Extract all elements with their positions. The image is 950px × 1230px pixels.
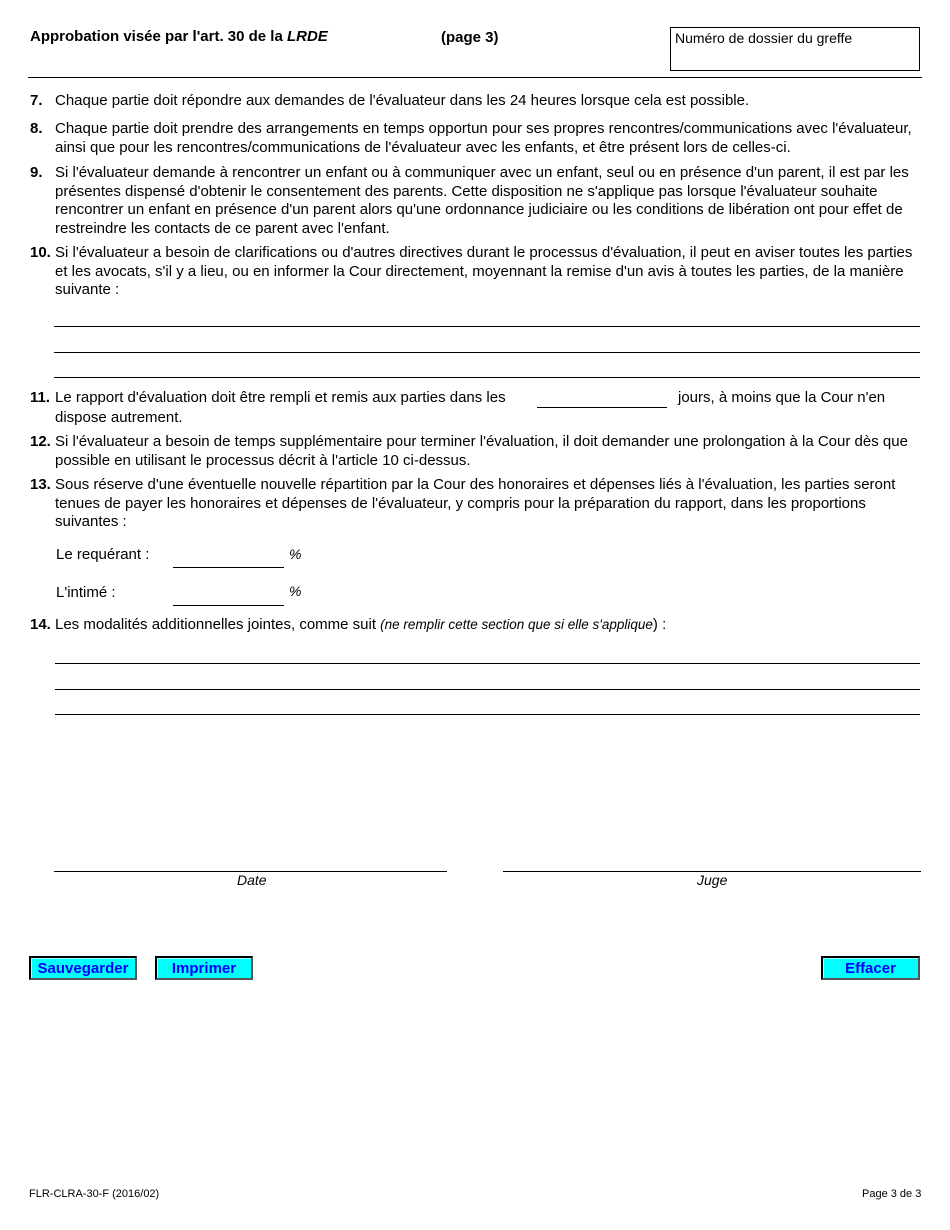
- respondent-percent-sign: %: [289, 583, 302, 599]
- clause-text: Si l'évaluateur demande à rencontrer un enfant ou à communiquer avec un enfant, seul ou en présence d'un parent, il est par les présentes dispensé d'obtenir le consentement des parents. Cette disposition ne s'applique pas lorsque l'évaluateur souhaite rencontrer un enfant en présence d'un parent alors qu'une ordonnance judiciaire ou les conditions de libération ont pour effet de restreindre les contacts de ce parent avec l'enfant.: [55, 164, 909, 237]
- clause-14: [30, 616, 915, 635]
- clause-13: [30, 476, 915, 532]
- clause-14-text-end: ) :: [652, 616, 667, 633]
- clause-number: 13.: [30, 476, 51, 493]
- page-counter: Page 3 de 3: [862, 1188, 922, 1200]
- clause-number: 10.: [30, 244, 51, 261]
- additional-terms-line-1[interactable]: [55, 663, 920, 664]
- court-file-number-field[interactable]: [670, 27, 920, 71]
- form-title-prefix: Approbation visée par l'art. 30 de la: [30, 28, 287, 45]
- save-button[interactable]: Sauvegarder: [29, 956, 137, 980]
- clause-text: Sous réserve d'une éventuelle nouvelle répartition par la Cour des honoraires et dépenses liés à l'évaluation, les parties seront tenues de payer les honoraires et dépenses de l'évaluateur, y compris pour la préparation du rapport, dans les proportions suivantes :: [55, 476, 896, 531]
- report-days-field[interactable]: [537, 407, 667, 408]
- respondent-share-field[interactable]: [173, 605, 284, 606]
- clause-11-text-cont: dispose autrement.: [55, 409, 183, 426]
- applicant-share-field[interactable]: [173, 567, 284, 568]
- clause-8: [30, 120, 915, 157]
- clause-number: 11.: [30, 389, 51, 406]
- clause-text: Chaque partie doit prendre des arrangements en temps opportun pour ses propres rencontres/communications avec l'évaluateur, ainsi que pour les rencontres/communications de l'évaluateur avec les enfants, et être présent lors de celles-ci.: [55, 120, 912, 156]
- page-indicator: (page 3): [441, 29, 499, 46]
- clause-text: [30, 616, 915, 635]
- directions-line-2[interactable]: [54, 352, 920, 353]
- print-button[interactable]: Imprimer: [155, 956, 253, 980]
- court-file-number-label: Numéro de dossier du greffe: [675, 30, 853, 46]
- form-title: [30, 28, 328, 45]
- clause-10: [30, 244, 915, 300]
- additional-terms-line-3[interactable]: [55, 714, 920, 715]
- form-title-act: LRDE: [286, 28, 328, 45]
- respondent-share-label: L'intimé :: [56, 584, 116, 601]
- directions-line-1[interactable]: [54, 326, 920, 327]
- clause-12: [30, 433, 915, 470]
- clause-number: 7.: [30, 92, 43, 109]
- clause-number: 12.: [30, 433, 51, 450]
- clause-number: 8.: [30, 120, 43, 137]
- clause-text: Si l'évaluateur a besoin de temps supplémentaire pour terminer l'évaluation, il doit demander une prolongation à la Cour dès que possible en utilisant le processus décrit à l'article 10 ci-dessus.: [55, 433, 908, 469]
- clause-11-text-after: jours, à moins que la Cour n'en: [678, 389, 886, 406]
- clause-text-start: Le rapport d'évaluation doit être rempli et remis aux parties dans les: [55, 389, 506, 406]
- header-divider: [28, 77, 922, 78]
- applicant-share-label: Le requérant :: [56, 546, 150, 563]
- date-label: Date: [237, 872, 267, 888]
- clause-7: [30, 92, 915, 111]
- judge-label: Juge: [697, 872, 728, 888]
- clause-14-text: Les modalités additionnelles jointes, comme suit: [55, 616, 381, 633]
- applicant-percent-sign: %: [289, 546, 302, 562]
- clear-button[interactable]: Effacer: [821, 956, 920, 980]
- clause-text: Chaque partie doit répondre aux demandes de l'évaluateur dans les 24 heures lorsque cela est possible.: [55, 92, 750, 109]
- additional-terms-line-2[interactable]: [55, 689, 920, 690]
- clause-number: 14.: [30, 616, 51, 633]
- clause-14-note: (ne remplir cette section que si elle s'applique: [380, 617, 653, 632]
- clause-text: Si l'évaluateur a besoin de clarifications ou d'autres directives durant le processus d'évaluation, il peut en aviser toutes les parties et les avocats, s'il y a lieu, ou en informer la Cour directement, moyennant la remise d'un avis à toutes les parties, de la manière suivante :: [55, 244, 913, 299]
- clause-9: [30, 164, 915, 238]
- clause-number: 9.: [30, 164, 43, 181]
- form-code: FLR-CLRA-30-F (2016/02): [29, 1188, 160, 1200]
- directions-line-3[interactable]: [54, 377, 920, 378]
